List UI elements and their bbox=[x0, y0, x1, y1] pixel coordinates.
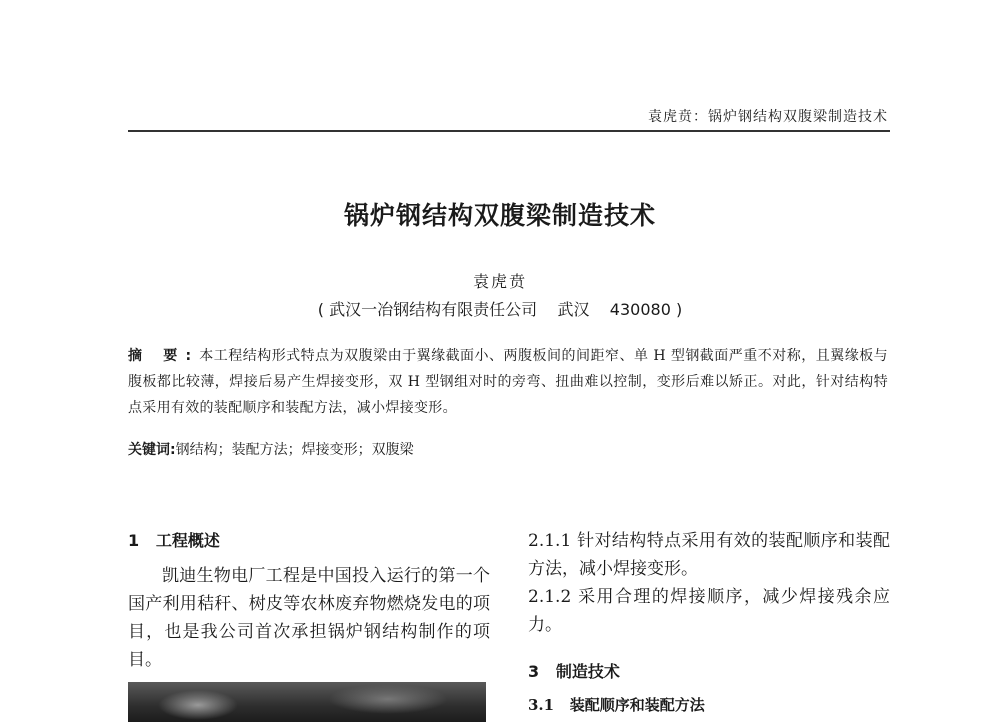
author-affiliation: ( 武汉一冶钢结构有限责任公司 武汉 430080 ) bbox=[317, 300, 683, 319]
abstract-label: 摘 要: bbox=[128, 348, 200, 364]
keywords-label: 关键词: bbox=[128, 442, 176, 458]
section-1-heading: 1 工程概述 bbox=[128, 531, 220, 550]
abstract bbox=[128, 343, 888, 421]
section-3-heading: 3 制造技术 bbox=[528, 662, 620, 681]
keywords-text: 钢结构；装配方法；焊接变形；双腹梁 bbox=[175, 442, 414, 458]
section-1-paragraph: 凯迪生物电厂工程是中国投入运行的第一个国产利用秸秆、树皮等农林废弃物燃烧发电的项目，也是我公司首次承担锅炉钢结构制作的项目。 bbox=[128, 566, 490, 670]
item-2-1-2: 2.1.2 采用合理的焊接顺序，减少焊接残余应力。 bbox=[528, 587, 890, 635]
header-rule bbox=[128, 130, 890, 132]
author-name: 袁虎贲 bbox=[472, 272, 527, 291]
abstract-text: 本工程结构形式特点为双腹梁由于翼缘截面小、两腹板间的间距窄、单 H 型钢截面严重不对称，且翼缘板与腹板都比较薄，焊接后易产生焊接变形，双 H 型钢组对时的旁弯、扭曲难以控制，变形后难以矫正。对此，针对结构特点采用有效的装配顺序和装配方法，减小焊接变形。 bbox=[128, 348, 888, 416]
running-head: 袁虎贲：锅炉钢结构双腹梁制造技术 bbox=[648, 109, 888, 125]
photo-highlight bbox=[158, 690, 238, 720]
item-2-1-1: 2.1.1 针对结构特点采用有效的装配顺序和装配方法，减小焊接变形。 bbox=[528, 531, 890, 579]
figure-photo bbox=[128, 682, 486, 722]
photo-highlight bbox=[328, 684, 448, 714]
article-title: 锅炉钢结构双腹梁制造技术 bbox=[343, 201, 656, 230]
section-3-1-heading: 3.1 装配顺序和装配方法 bbox=[528, 696, 705, 714]
keywords bbox=[128, 439, 888, 461]
